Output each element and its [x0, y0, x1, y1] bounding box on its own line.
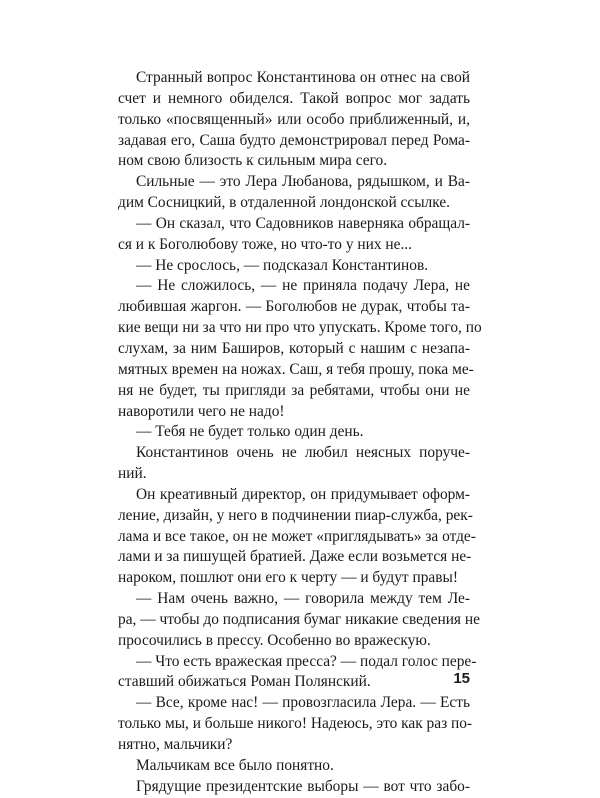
text-line: Он креативный директор, он придумывает оформ-: [136, 485, 470, 503]
text-line: — Нам очень важно, — говорила между тем Ле-: [136, 590, 470, 608]
text-line: — Он сказал, что Садовников наверняка обращал-: [136, 214, 470, 232]
body-text: [118, 68, 482, 798]
text-line: ся и к Боголюбову тоже, но что-то у них не...: [118, 235, 412, 253]
text-line: мятных времен на ножах. Саш, я тебя прошу, пока ме-: [118, 360, 474, 378]
text-line: дим Сосницкий, в отдаленной лондонской ссылке.: [118, 194, 451, 212]
text-line: любившая жаргон. — Боголюбов не дурак, чтобы та-: [118, 298, 470, 316]
text-line: кие вещи ни за что ни про что упускать. Кроме того, по: [118, 319, 482, 337]
page-number: 15: [453, 670, 470, 687]
text-line: просочились в прессу. Особенно во вражескую.: [118, 631, 431, 649]
text-line: ление, дизайн, у него в подчинении пиар-служба, рек-: [118, 506, 473, 524]
text-line: ставший обижаться Роман Полянский.: [118, 673, 371, 691]
text-line: Странный вопрос Константинова он отнес на свой: [136, 69, 470, 86]
text-line: лами и за пишущей братией. Даже если возьмется не-: [118, 548, 472, 566]
text-line: ра, — чтобы до подписания бумаг никакие сведения не: [118, 610, 480, 628]
text-line: только «посвященный» или особо приближенный, и,: [118, 110, 470, 128]
text-line: счет и немного обиделся. Такой вопрос мог задать: [118, 89, 470, 107]
text-line: ня не будет, ты пригляди за ребятами, чтобы они не: [118, 381, 470, 399]
text-line: Константинов очень не любил неясных поруче-: [136, 444, 470, 462]
text-line: только мы, и больше никого! Надеюсь, это как раз по-: [118, 715, 473, 733]
text-line: Сильные — это Лера Любанова, рядышком, и Ва-: [136, 173, 470, 191]
text-line: задавая его, Саша будто демонстрировал перед Рома-: [118, 131, 470, 149]
text-line: — Все, кроме нас! — провозгласила Лера. — Есть: [136, 694, 470, 712]
text-line: — Тебя не будет только один день.: [136, 423, 364, 441]
text-line: Грядущие президентские выборы — вот что забо-: [136, 777, 470, 795]
text-line: наворотили чего не надо!: [118, 402, 285, 420]
text-line: слухам, за ним Баширов, который с нашим с незапа-: [118, 339, 470, 357]
text-line: нароком, пошлют они его к черту — и будут правы!: [118, 569, 458, 587]
text-line: — Не срослось, — подсказал Константинов.: [136, 256, 429, 274]
text-line: лама и все такое, он не может «приглядывать» за отде-: [118, 527, 476, 545]
text-line: Мальчикам все было понятно.: [136, 756, 334, 774]
text-line: — Не сложилось, — не приняла подачу Лера, не: [136, 277, 470, 295]
text-line: нятно, мальчики?: [118, 736, 233, 753]
text-line: — Что есть вражеская пресса? — подал голос пере-: [136, 652, 477, 670]
text-line: ний.: [118, 465, 147, 483]
text-line: ном свою близость к сильным мира сего.: [118, 152, 388, 170]
